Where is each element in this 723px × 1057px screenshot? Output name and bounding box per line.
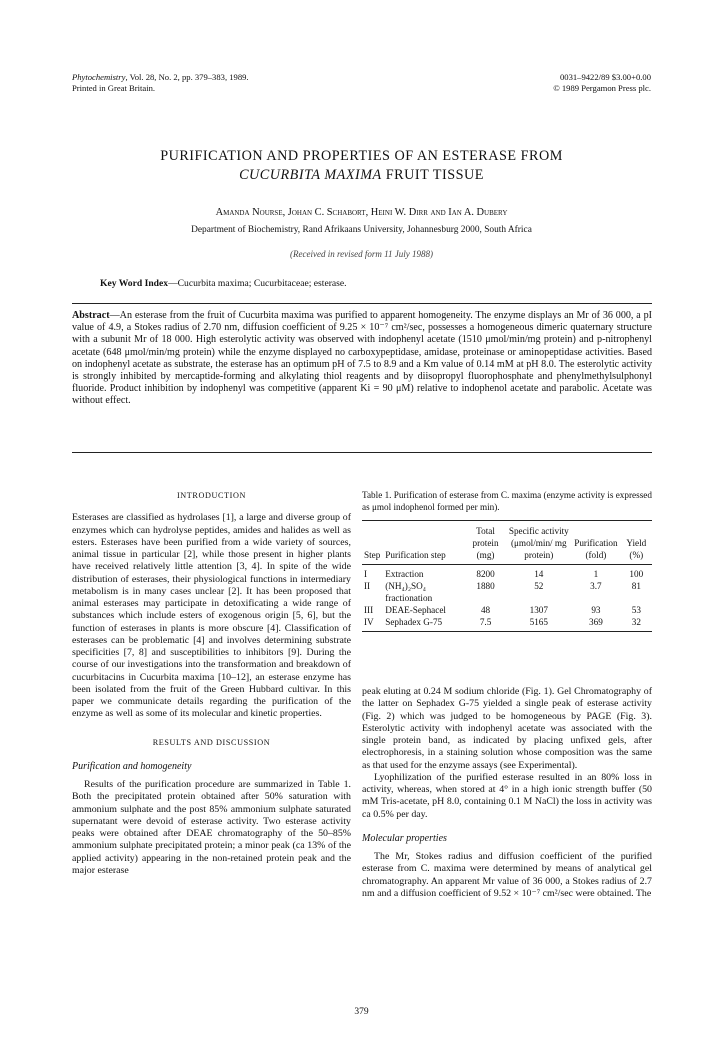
right-para-3: The Mr, Stokes radius and diffusion coefficient of the purified esterase from C. maxima were determined by means of analytical gel chromatography. An apparent Mr value of 36 000, a Stokes radius of 2.7 nm and a diffusion coefficient of 9.52 × 10⁻⁷ cm²/sec were obtained. The bbox=[362, 851, 652, 899]
abstract-bottom-rule bbox=[72, 452, 652, 453]
results-heading: RESULTS AND DISCUSSION bbox=[152, 737, 271, 747]
abstract bbox=[72, 310, 652, 408]
volume-info: , Vol. 28, No. 2, pp. 379–383, 1989. bbox=[125, 72, 249, 82]
table-row: IV Sephadex G-75 7.5 5165 369 32 bbox=[364, 617, 641, 627]
abstract-label: Abstract bbox=[72, 310, 110, 321]
header-yield: Yield (%) bbox=[626, 538, 647, 560]
article-title bbox=[0, 147, 723, 185]
title-line-2: CUCURBITA MAXIMA FRUIT TISSUE bbox=[239, 167, 484, 183]
table-row: I Extraction 8200 14 1 100 bbox=[364, 569, 644, 579]
abstract-text: —An esterase from the fruit of Cucurbita maxima was purified to apparent homogeneity. The enzyme displays an Mr of 36 000, a pI value of 4.9, a Stokes radius of 2.70 nm, diffusion coefficient of 9.25 × 10⁻⁷ cm²/sec, possesses a homogeneous dimeric quaternary structure with a subunit Mr of 18 000. High esterolytic activity was observed with indophenyl acetate (1510 μmol/min/mg protein) and p-nitrophenyl acetate (648 μmol/min/mg protein) while the enzyme displayed no carboxypeptidase, amidase, proteinase or aminopeptidase activities. Based on indophenyl acetate as substrate, the esterase has an optimum pH of 7.5 to 8.9 and a Km value of 0.14 mM at pH 8.0. The esterolytic activity is strongly inhibited by mercaptide-forming and alkylating thiol reagents and by diisopropyl fluorophosphate and phenylmethylsulphonyl fluoride. Product inhibition by indophenyl was competitive (apparent Ki = 90 μM) relative to indophenol acetate and parabolic. Acetate was without effect. bbox=[72, 310, 652, 407]
molecular-subheading: Molecular properties bbox=[362, 832, 447, 844]
affiliation: Department of Biochemistry, Rand Afrikaans University, Johannesburg 2000, South Africa bbox=[191, 225, 532, 235]
keywords-label: Key Word Index bbox=[100, 278, 169, 289]
publisher-info bbox=[553, 72, 651, 94]
journal-citation bbox=[72, 72, 249, 94]
keywords bbox=[100, 278, 347, 289]
received-date: (Received in revised form 11 July 1988) bbox=[290, 249, 433, 259]
header-specific-activity: Specific activity (μmol/min/ mg protein) bbox=[508, 526, 569, 560]
table-row: II (NH₄)₂SO₄ fractionation 1880 52 3.7 81 bbox=[364, 581, 641, 603]
copyright: © 1989 Pergamon Press plc. bbox=[553, 83, 651, 93]
header-total-protein: Total protein (mg) bbox=[472, 526, 499, 560]
left-column bbox=[72, 490, 351, 877]
author-list: Amanda Nourse, Johan C. Schabort, Heini W. Dirr and Ian A. Dubery bbox=[215, 207, 508, 218]
table-bottom-rule bbox=[362, 631, 652, 632]
journal-name: Phytochemistry bbox=[72, 72, 126, 82]
header-step: Step bbox=[364, 550, 381, 560]
title-species: CUCURBITA MAXIMA bbox=[239, 167, 382, 183]
printed-in: Printed in Great Britain. bbox=[72, 83, 156, 93]
right-column bbox=[362, 686, 652, 900]
header-purification-step: Purification step bbox=[385, 550, 446, 560]
introduction-heading: INTRODUCTION bbox=[176, 491, 247, 500]
right-para-2: Lyophilization of the purified esterase resulted in an 80% loss in activity, whereas, when stored at 4° in a high ionic strength buffer (50 mM Tris-acetate, pH 8.0, containing 0.1 M NaCl) the loss in activity was ca 0.5% per day. bbox=[362, 771, 652, 820]
introduction-text: Esterases are classified as hydrolases [1], a large and diverse group of enzymes which can hydrolyse peptides, amides and halides as well as esters. Esterases have been purified from a wide variety of sources, animal tissue in particular [2], while those present in higher plants have received relatively little attention [3, 4]. In spite of the wide distribution of esterases, their physiological functions in intermediary metabolism is in many cases unclear [2]. It has been proposed that animal esterases may participate in detoxificating a wide range of substances which include esters of exogenous origin [5, 6], but the function of esterases in plants is more obscure [4]. Classification of esterases can be problematic [4] and involves determining substrate specificities [7, 8] and susceptibilities to inhibitors [9]. During the course of our investigations into the transformation and breakdown of cucurbitacins in Cucurbita maxima [10–12], an esterase enzyme has been isolated from the fruit of the Green Hubbard cultivar. In this paper we communicate details regarding the purification of the enzyme as well as some of its molecular and kinetic properties. bbox=[72, 512, 351, 720]
issn: 0031–9422/89 $3.00+0.00 bbox=[559, 72, 651, 82]
keywords-text: —Cucurbita maxima; Cucurbitaceae; esterase. bbox=[168, 278, 347, 289]
page-number: 379 bbox=[354, 1007, 369, 1017]
purification-subheading: Purification and homogeneity bbox=[72, 760, 192, 772]
header-purification-fold: Purification (fold) bbox=[574, 538, 618, 560]
table-top-rule bbox=[362, 520, 652, 521]
purification-text: Results of the purification procedure are summarized in Table 1. Both the precipitated protein obtained after 50% saturation with ammonium sulphate and the post 85% ammonium sulphate saturated supernatant were devoid of esterase activity. Two esterase activity peaks were obtained after DEAE chromatography of the 50–85% ammonium sulphate precipitated protein; a minor peak (ca 13% of the applied activity) appearing in the non-retained protein peak and the major esterase bbox=[72, 779, 351, 876]
right-para-1: peak eluting at 0.24 M sodium chloride (Fig. 1). Gel Chromatography of the latter on Sephadex G-75 yielded a single peak of esterase activity (Fig. 2) which was judged to be homogeneous by PAGE (Fig. 3). Esterolytic activity with indophenyl acetate was associated with the single protein band, as indicated by placing unfixed gels, after electrophoresis, in a staining solution whose composition was the same as that used for the enzyme assays (see Experimental). bbox=[362, 686, 652, 771]
table-1 bbox=[362, 525, 652, 632]
title-line-1: PURIFICATION AND PROPERTIES OF AN ESTERASE FROM bbox=[160, 148, 563, 164]
table-row: III DEAE-Sephacel 48 1307 93 53 bbox=[364, 605, 641, 615]
table-1-caption: Table 1. Purification of esterase from C. maxima (enzyme activity is expressed as μmol indophenol formed per min). bbox=[362, 490, 652, 512]
abstract-top-rule bbox=[72, 303, 652, 304]
table-header-rule bbox=[362, 564, 652, 565]
